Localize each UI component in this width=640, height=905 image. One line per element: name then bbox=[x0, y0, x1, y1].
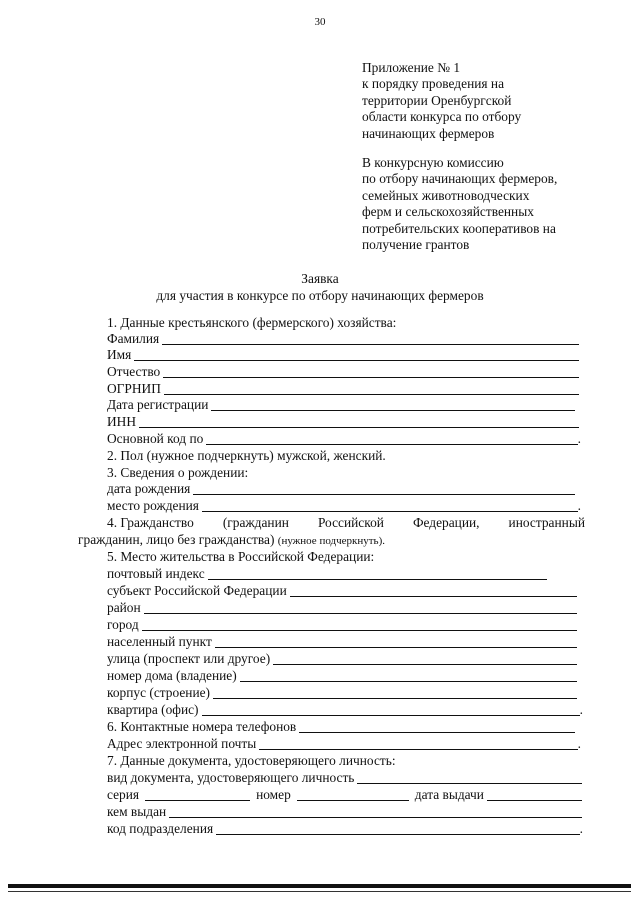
section3-heading: 3. Сведения о рождении: bbox=[107, 465, 249, 480]
apartment-field[interactable] bbox=[202, 714, 580, 716]
surname-label: Фамилия bbox=[107, 331, 160, 346]
addressee-line: семейных животноводческих bbox=[362, 187, 530, 203]
page-number: 30 bbox=[314, 16, 326, 28]
subject-label: субъект Российской Федерации bbox=[107, 583, 287, 598]
document-title-block bbox=[0, 270, 640, 304]
subject-field[interactable] bbox=[290, 595, 577, 597]
footer-rule-thin bbox=[8, 891, 631, 892]
issue-date-label: дата выдачи bbox=[414, 787, 484, 802]
apartment-row bbox=[107, 702, 583, 719]
series-number-date-row bbox=[107, 787, 582, 804]
name-field[interactable] bbox=[134, 359, 579, 361]
issued-by-field[interactable] bbox=[169, 816, 582, 818]
period: . bbox=[577, 736, 581, 751]
addressee-line: В конкурсную комиссию bbox=[362, 155, 504, 170]
doc-type-label: вид документа, удостоверяющего личность bbox=[107, 770, 355, 785]
district-label: район bbox=[107, 600, 141, 615]
section5-heading: 5. Место жительства в Российской Федерации: bbox=[107, 549, 375, 564]
inn-field[interactable] bbox=[139, 426, 579, 428]
addressee-line: по отбору начинающих фермеров, bbox=[362, 171, 558, 187]
section4-word: иностранный bbox=[508, 515, 585, 530]
appendix-line: к порядку проведения на bbox=[362, 76, 505, 92]
period: . bbox=[579, 821, 583, 836]
section4-continuation: гражданин, лицо без гражданства) bbox=[78, 532, 275, 547]
inn-row bbox=[107, 414, 579, 431]
addressee-line: ферм и сельскохозяйственных bbox=[362, 204, 534, 220]
apartment-label: квартира (офис) bbox=[107, 702, 199, 717]
appendix-line: области конкурса по отбору bbox=[362, 109, 522, 125]
phones-field[interactable] bbox=[299, 731, 575, 733]
house-label: номер дома (владение) bbox=[107, 668, 237, 683]
locality-row bbox=[107, 634, 577, 651]
phones-label: 6. Контактные номера телефонов bbox=[107, 719, 297, 734]
section4-row bbox=[107, 515, 585, 532]
section4-word: (гражданин bbox=[222, 515, 289, 530]
birth-place-label: место рождения bbox=[107, 498, 199, 513]
street-label: улица (проспект или другое) bbox=[107, 651, 271, 666]
appendix-block bbox=[362, 60, 612, 142]
district-row bbox=[107, 600, 577, 617]
number-label: номер bbox=[256, 787, 291, 802]
series-field[interactable] bbox=[145, 799, 250, 801]
subject-row bbox=[107, 583, 577, 600]
postal-index-label: почтовый индекс bbox=[107, 566, 205, 581]
locality-field[interactable] bbox=[215, 646, 577, 648]
division-code-field[interactable] bbox=[216, 833, 579, 835]
main-code-label: Основной код по bbox=[107, 431, 204, 446]
section1-heading: 1. Данные крестьянского (фермерского) хозяйства: bbox=[107, 315, 397, 330]
house-row bbox=[107, 668, 577, 685]
section4-word: 4. Гражданство bbox=[107, 515, 194, 530]
reg-date-field[interactable] bbox=[211, 409, 575, 411]
series-label: серия bbox=[107, 787, 140, 802]
building-field[interactable] bbox=[213, 697, 577, 699]
document-title: Заявка bbox=[301, 271, 339, 286]
street-row bbox=[107, 651, 577, 668]
ogrnip-row bbox=[107, 381, 579, 398]
period: . bbox=[577, 431, 581, 446]
inn-label: ИНН bbox=[107, 414, 137, 429]
division-code-row bbox=[107, 821, 583, 838]
birth-date-field[interactable] bbox=[193, 493, 575, 495]
doc-type-row bbox=[107, 770, 582, 787]
section3-heading-row bbox=[107, 465, 585, 482]
patronymic-row bbox=[107, 364, 579, 381]
building-row bbox=[107, 685, 577, 702]
appendix-line: территории Оренбургской bbox=[362, 92, 512, 108]
period: . bbox=[577, 498, 581, 513]
phones-row bbox=[107, 719, 575, 736]
email-field[interactable] bbox=[259, 748, 577, 750]
issue-date-field[interactable] bbox=[487, 799, 582, 801]
name-label: Имя bbox=[107, 347, 132, 362]
postal-index-field[interactable] bbox=[208, 578, 547, 580]
division-code-label: код подразделения bbox=[107, 821, 214, 836]
building-label: корпус (строение) bbox=[107, 685, 211, 700]
appendix-line: Приложение № 1 bbox=[362, 60, 461, 75]
section4-note: (нужное подчеркнуть). bbox=[277, 535, 385, 547]
addressee-line: получение грантов bbox=[362, 237, 470, 253]
issued-by-label: кем выдан bbox=[107, 804, 167, 819]
birth-place-row bbox=[107, 498, 581, 515]
section4-word: Российской bbox=[317, 515, 384, 530]
patronymic-field[interactable] bbox=[163, 376, 579, 378]
reg-date-label: Дата регистрации bbox=[107, 397, 209, 412]
city-field[interactable] bbox=[142, 629, 577, 631]
patronymic-label: Отчество bbox=[107, 364, 161, 379]
main-code-row bbox=[107, 431, 581, 448]
name-row bbox=[107, 347, 579, 364]
appendix-line: начинающих фермеров bbox=[362, 125, 495, 141]
reg-date-row bbox=[107, 397, 575, 414]
email-row bbox=[107, 736, 581, 753]
locality-label: населенный пункт bbox=[107, 634, 212, 649]
number-field[interactable] bbox=[297, 799, 409, 801]
district-field[interactable] bbox=[144, 612, 577, 614]
period: . bbox=[579, 702, 583, 717]
ogrnip-label: ОГРНИП bbox=[107, 381, 161, 396]
addressee-block bbox=[362, 155, 612, 253]
addressee-line: потребительских кооперативов на bbox=[362, 220, 556, 236]
postal-index-row bbox=[107, 566, 547, 583]
section7-heading: 7. Данные документа, удостоверяющего личность: bbox=[107, 753, 396, 768]
city-label: город bbox=[107, 617, 139, 632]
birth-place-field[interactable] bbox=[202, 510, 578, 512]
doc-type-field[interactable] bbox=[357, 782, 582, 784]
section4-continuation-row bbox=[78, 532, 385, 549]
section4-word: Федерации, bbox=[412, 515, 480, 530]
birth-date-row bbox=[107, 481, 575, 498]
birth-date-label: дата рождения bbox=[107, 481, 191, 496]
city-row bbox=[107, 617, 577, 634]
document-subtitle: для участия в конкурсе по отбору начинающих фермеров bbox=[156, 288, 484, 303]
section2-text: 2. Пол (нужное подчеркнуть) мужской, женский. bbox=[107, 448, 386, 463]
section7-heading-row bbox=[107, 753, 585, 770]
section1-heading-row bbox=[107, 315, 585, 332]
surname-field[interactable] bbox=[162, 343, 579, 345]
surname-row bbox=[107, 331, 579, 348]
ogrnip-field[interactable] bbox=[164, 393, 579, 395]
section2-row bbox=[107, 448, 585, 465]
footer-rule-thick bbox=[8, 884, 631, 888]
section5-heading-row bbox=[107, 549, 585, 566]
house-field[interactable] bbox=[240, 680, 577, 682]
issued-by-row bbox=[107, 804, 582, 821]
email-label: Адрес электронной почты bbox=[107, 736, 257, 751]
street-field[interactable] bbox=[273, 663, 577, 665]
main-code-field[interactable] bbox=[206, 443, 577, 445]
